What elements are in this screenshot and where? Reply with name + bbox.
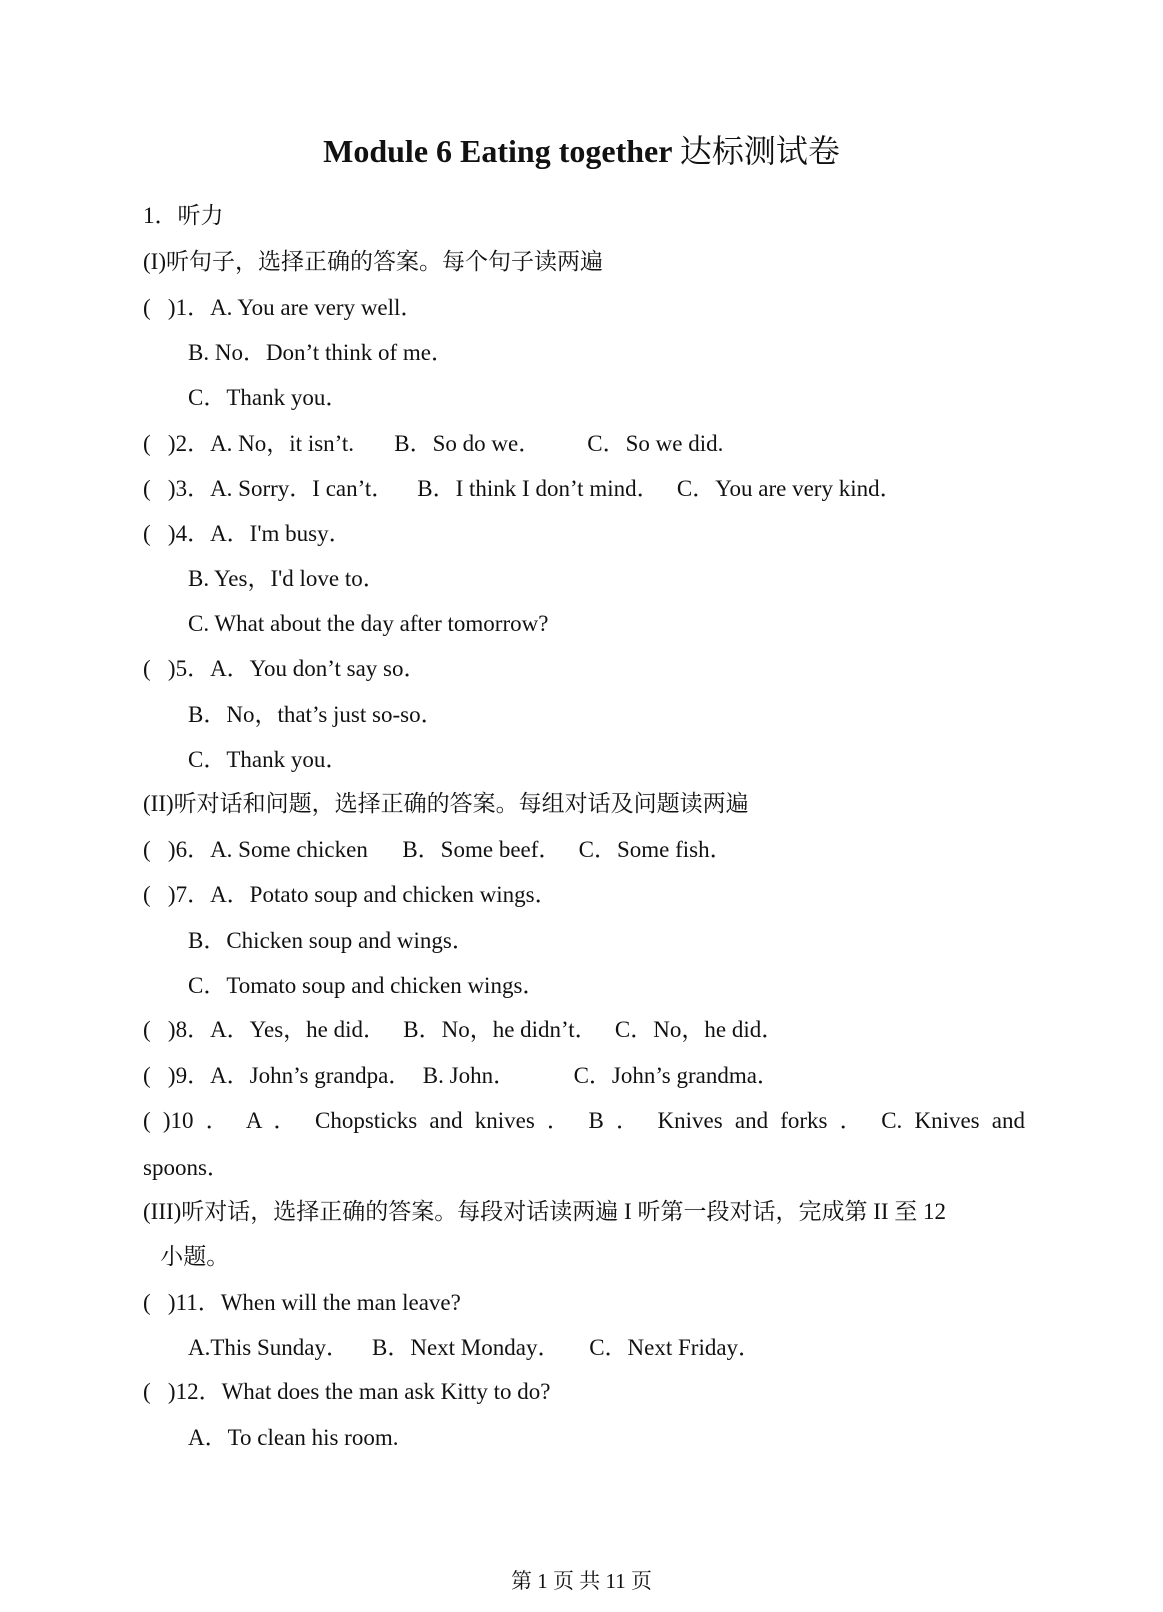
question-4-option-b: B. Yes，I'd love to． xyxy=(188,566,386,591)
question-12-option-a: A．To clean his room. xyxy=(188,1425,399,1450)
question-7-option-c: C．Tomato soup and chicken wings． xyxy=(188,973,546,998)
question-5: ( )5．A．You don’t say so． xyxy=(143,656,427,681)
page-number-footer: 第 1 页 共 11 页 xyxy=(511,1569,652,1593)
question-12: ( )12．What does the man ask Kitty to do? xyxy=(143,1379,551,1404)
question-6: ( )6．A. Some chicken B．Some beef． C．Some fish． xyxy=(143,837,733,862)
page-title xyxy=(0,131,1163,171)
part-iii-instruction: (III)听对话，选择正确的答案。每段对话读两遍 I 听第一段对话，完成第 II 至 12 xyxy=(143,1199,947,1224)
question-1-option-c: C．Thank you． xyxy=(188,385,349,410)
part-iii-instruction-continued: 小题。 xyxy=(143,1244,230,1269)
question-5-option-b: B．No，that’s just so-so． xyxy=(188,702,444,727)
question-10-continued: spoons． xyxy=(143,1155,230,1180)
question-4-option-c: C. What about the day after tomorrow? xyxy=(188,611,549,636)
title-chinese: 达标测试卷 xyxy=(679,133,840,169)
question-11: ( )11．When will the man leave? xyxy=(143,1290,461,1315)
question-4: ( )4．A．I'm busy． xyxy=(143,521,352,546)
part-i-instruction: (I)听句子，选择正确的答案。每个句子读两遍 xyxy=(143,249,603,274)
question-7-option-b: B．Chicken soup and wings． xyxy=(188,928,475,953)
question-2: ( )2．A. No，it isn’t. B．So do we． C．So we did. xyxy=(143,431,724,456)
question-8: ( )8．A．Yes，he did． B．No，he didn’t． C．No，he did． xyxy=(143,1017,785,1042)
question-1-option-b: B. No．Don’t think of me． xyxy=(188,340,454,365)
question-10: ( )10 ． A ． Chopsticks and knives ． B ． Knives and forks ． C. Knives and xyxy=(143,1108,1025,1133)
question-9: ( )9．A．John’s grandpa． B. John． C．John’s grandma． xyxy=(143,1063,780,1088)
part-ii-instruction: (II)听对话和问题，选择正确的答案。每组对话及问题读两遍 xyxy=(143,791,749,816)
question-7: ( )7．A．Potato soup and chicken wings． xyxy=(143,882,558,907)
question-5-option-c: C．Thank you． xyxy=(188,747,349,772)
question-11-options: A.This Sunday． B．Next Monday． C．Next Friday． xyxy=(188,1335,762,1360)
section-heading-listening: 1．听力 xyxy=(143,203,224,228)
title-english: Module 6 Eating together xyxy=(323,133,680,169)
question-1: ( )1．A. You are very well． xyxy=(143,295,424,320)
question-3: ( )3．A. Sorry．I can’t． B．I think I don’t mind． C．You are very kind． xyxy=(143,476,903,501)
